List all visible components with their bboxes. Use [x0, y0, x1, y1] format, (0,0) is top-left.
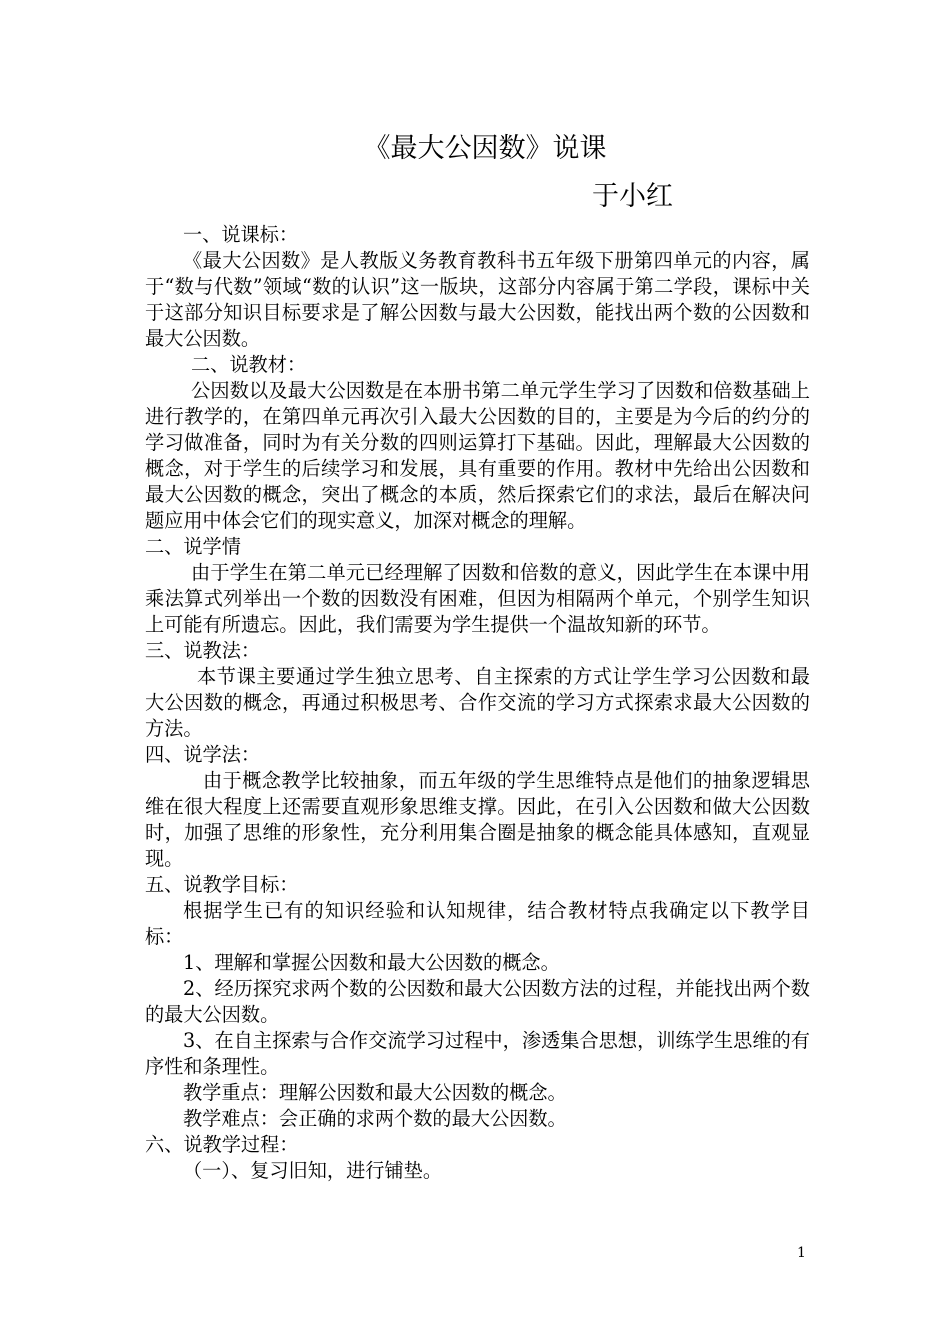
heading-student-situation: 二、说学情 — [145, 535, 241, 558]
document-title: 《最大公因数》说课 — [363, 133, 607, 164]
paragraph-learning-method: 由于概念教学比较抽象，而五年级的学生思维特点是他们的抽象逻辑思维在很大程度上还需要直观形象思维支撑。因此，在引入公因数和做大公因数时，加强了思维的形象性，充分利用集合圈是抽象的概念能具体感知，直观显现。 — [145, 769, 810, 870]
teaching-key-point: 教学重点：理解公因数和最大公因数的概念。 — [183, 1081, 567, 1104]
paragraph-teaching-method: 本节课主要通过学生独立思考、自主探索的方式让学生学习公因数和最大公因数的概念，再通过积极思考、合作交流的学习方式探索求最大公因数的方法。 — [145, 665, 810, 740]
teaching-process-step: （一）、复习旧知，进行铺垫。 — [183, 1159, 443, 1182]
paragraph-teaching-material: 公因数以及最大公因数是在本册书第二单元学生学习了因数和倍数基础上进行教学的，在第四单元再次引入最大公因数的目的，主要是为今后的约分的学习做准备，同时为有关分数的四则运算打下基础。因此，理解最大公因数的概念，对于学生的后续学习和发展，具有重要的作用。教材中先给出公因数和最大公因数的概念，突出了概念的本质，然后探索它们的求法，最后在解决问题应用中体会它们的现实意义，加深对概念的理解。 — [145, 379, 810, 532]
document-body — [145, 222, 810, 1184]
author-name: 于小红 — [592, 181, 673, 212]
teaching-difficulty: 教学难点：会正确的求两个数的最大公因数。 — [183, 1107, 567, 1130]
heading-teaching-method: 三、说教法： — [145, 639, 261, 662]
paragraph-curriculum-standard: 《最大公因数》是人教版义务教育教科书五年级下册第四单元的内容，属于“数与代数”领域“数的认识”这一版块，这部分内容属于第二学段，课标中关于这部分知识目标要求是了解公因数与最大公因数，能找出两个数的公因数和最大公因数。 — [145, 249, 810, 350]
heading-learning-method: 四、说学法： — [145, 743, 261, 766]
paragraph-teaching-objectives: 根据学生已有的知识经验和认知规律，结合教材特点我确定以下教学目标： — [145, 899, 810, 948]
heading-curriculum-standard: 一、说课标： — [183, 223, 299, 246]
objective-item: 2、经历探究求两个数的公因数和最大公因数方法的过程，并能找出两个数的最大公因数。 — [145, 977, 810, 1026]
page-number: 1 — [797, 1245, 806, 1261]
objective-item: 3、在自主探索与合作交流学习过程中，渗透集合思想，训练学生思维的有序性和条理性。 — [145, 1029, 810, 1078]
heading-teaching-material: 二、说教材： — [191, 353, 307, 376]
heading-teaching-process: 六、说教学过程： — [145, 1133, 299, 1156]
objective-item: 1、理解和掌握公因数和最大公因数的概念。 — [183, 951, 560, 974]
heading-teaching-objectives: 五、说教学目标： — [145, 873, 299, 896]
paragraph-student-situation: 由于学生在第二单元已经理解了因数和倍数的意义，因此学生在本课中用乘法算式列举出一个数的因数没有困难，但因为相隔两个单元，个别学生知识上可能有所遗忘。因此，我们需要为学生提供一个温故知新的环节。 — [145, 561, 810, 636]
